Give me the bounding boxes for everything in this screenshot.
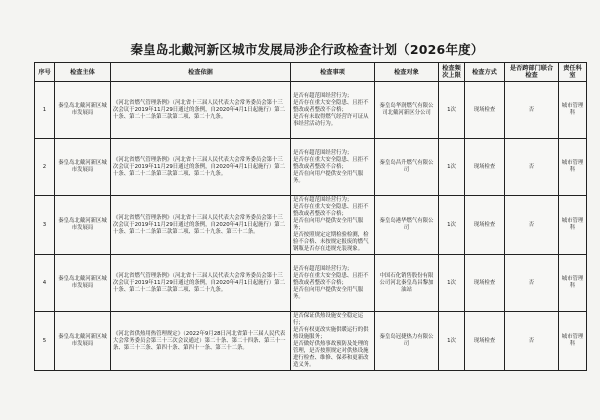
row-number: 5 [35,312,55,371]
inspection-method: 现场检查 [465,312,505,371]
inspection-item: 是否存在重大安全隐患、且拒不整改或者整改不合格； [293,204,369,217]
inspection-subject: 秦皇岛北戴河新区城市发展局 [55,139,111,196]
inspection-basis: 《河北省燃气管理条例》（河北省十三届人民代表大会常务委员会第十三次会议于2019年11月29日通过的条例，自2020年4月1日起施行）第二十条、第二十二条第三款第二项、第二十九条。 [111,255,291,312]
joint-inspection: 否 [505,255,559,312]
inspection-basis: 《河北省燃气管理条例》（河北省十三届人民代表大会常务委员会第十三次会议于2019年11月29日通过的条例，自2020年4月1日起施行）第二十条、第二十二条第三款第二项、第二十九条。 [111,82,291,139]
inspection-item: 是否存在重大安全隐患、且拒不整改或者整改不合格； [293,272,369,286]
table-row [35,312,587,371]
inspection-method: 现场检查 [465,82,505,139]
header-items: 检查事项 [291,63,375,82]
inspection-items [291,139,375,196]
row-number: 3 [35,196,55,255]
inspection-item: 是否在向用户提供安全用气服务。 [293,170,364,184]
header-target: 检查对象 [375,63,439,82]
inspection-items [291,196,375,255]
inspection-target: 秦皇岛华润燃气有限公司北戴河新区分公司 [375,82,439,139]
row-number: 2 [35,139,55,196]
inspection-item: 是否有超范围经营行为； [293,265,353,272]
inspection-method: 现场检查 [465,139,505,196]
inspection-subject: 秦皇岛北戴河新区城市发展局 [55,196,111,255]
inspection-items [291,312,375,371]
page-title: 秦皇岛北戴河新区城市发展局涉企行政检查计划（2026年度） [130,42,484,57]
document-page [28,40,586,412]
inspection-subject: 秦皇岛北戴河新区城市发展局 [55,255,111,312]
inspection-frequency: 1次 [439,139,465,196]
inspection-target: 秦皇岛冠捷热力有限公司 [375,312,439,371]
header-frequency: 检查频次上限 [439,63,465,82]
inspection-frequency: 1次 [439,82,465,139]
inspection-frequency: 1次 [439,196,465,255]
inspection-item: 是否有超范围经营行为； [293,92,353,99]
table-row [35,82,587,139]
inspection-frequency: 1次 [439,312,465,371]
inspection-method: 现场检查 [465,196,505,255]
row-number: 1 [35,82,55,139]
header-no: 序号 [35,63,55,82]
header-basis: 检查依据 [111,63,291,82]
inspection-subject: 秦皇岛北戴河新区城市发展局 [55,312,111,371]
table-row [35,139,587,196]
row-number: 4 [35,255,55,312]
inspection-item: 是否按照规定定期检验检测，检验不合格、未按规定报废的燃气钢瓶是否存在违规充装现象。 [293,232,369,252]
inspection-basis: 《河北省燃气管理条例》（河北省十三届人民代表大会常务委员会第十三次会议于2019年11月29日通过的条例，自2020年4月1日起施行）第二十条、第二十二条第三款第二项、第二十九条。 [111,139,291,196]
inspection-basis: 《河北省供热用热管理规定》（2022年9月28日河北省第十三届人民代表大会常务委员会第三十三次会议通过）第二十条、第二十四条、第三十一条、第三十三条、第四十条、第四十一条、第三十二条。 [111,312,291,371]
responsible-dept: 城市管理科 [559,139,587,196]
inspection-item: 是否保证供热设施安全稳定运行； [293,313,364,326]
header-subject: 检查主体 [55,63,111,82]
inspection-method: 现场检查 [465,255,505,312]
responsible-dept: 城市管理科 [559,255,587,312]
inspection-item: 是否存在重大安全隐患、且拒不整改或者整改不合格； [293,99,369,113]
table-row [35,255,587,312]
joint-inspection: 否 [505,139,559,196]
joint-inspection: 否 [505,82,559,139]
inspection-item: 是否在向用户提供安全用气服务； [293,218,364,231]
joint-inspection: 否 [505,196,559,255]
joint-inspection: 否 [505,312,559,371]
responsible-dept: 城市管理科 [559,82,587,139]
inspection-item: 是否存在重大安全隐患、且拒不整改或者整改不合格； [293,156,369,170]
header-method: 检查方式 [465,63,505,82]
inspection-plan-table [34,62,587,371]
inspection-items [291,82,375,139]
inspection-target: 秦皇岛港华燃气有限公司 [375,196,439,255]
responsible-dept: 城市管理科 [559,312,587,371]
inspection-item: 是否有未取得燃气经营许可证从事经营活动行为。 [293,113,369,127]
table-header-row [35,63,587,82]
table-row [35,196,587,255]
inspection-target: 秦皇岛昌升燃气有限公司 [375,139,439,196]
header-joint: 是否跨部门联合检查 [505,63,559,82]
header-dept: 责任科室 [559,63,587,82]
inspection-item: 是否做好供热事故预防及处理的管理，是否按照规定对供热设施进行检查、维修、保养和更新改造义务。 [293,341,369,368]
inspection-item: 是否有超范围经营行为； [293,149,353,156]
inspection-basis: 《河北省燃气管理条例》（河北省十三届人民代表大会常务委员会第十三次会议于2019年11月29日通过的条例，自2020年4月1日起施行）第二十条、第二十二条第三款第二项、第二十九条、第三十二条。 [111,196,291,255]
inspection-item: 是否在向用户提供安全用气服务。 [293,286,364,300]
inspection-items [291,255,375,312]
responsible-dept: 城市管理科 [559,196,587,255]
inspection-target: 中国石化销售股份有限公司河北秦皇岛昌黎加油站 [375,255,439,312]
inspection-item: 是否有权更改实施供暖运行的供热设施服务； [293,327,369,340]
inspection-subject: 秦皇岛北戴河新区城市发展局 [55,82,111,139]
inspection-frequency: 1次 [439,255,465,312]
inspection-item: 是否有超范围经营行为； [293,197,353,203]
